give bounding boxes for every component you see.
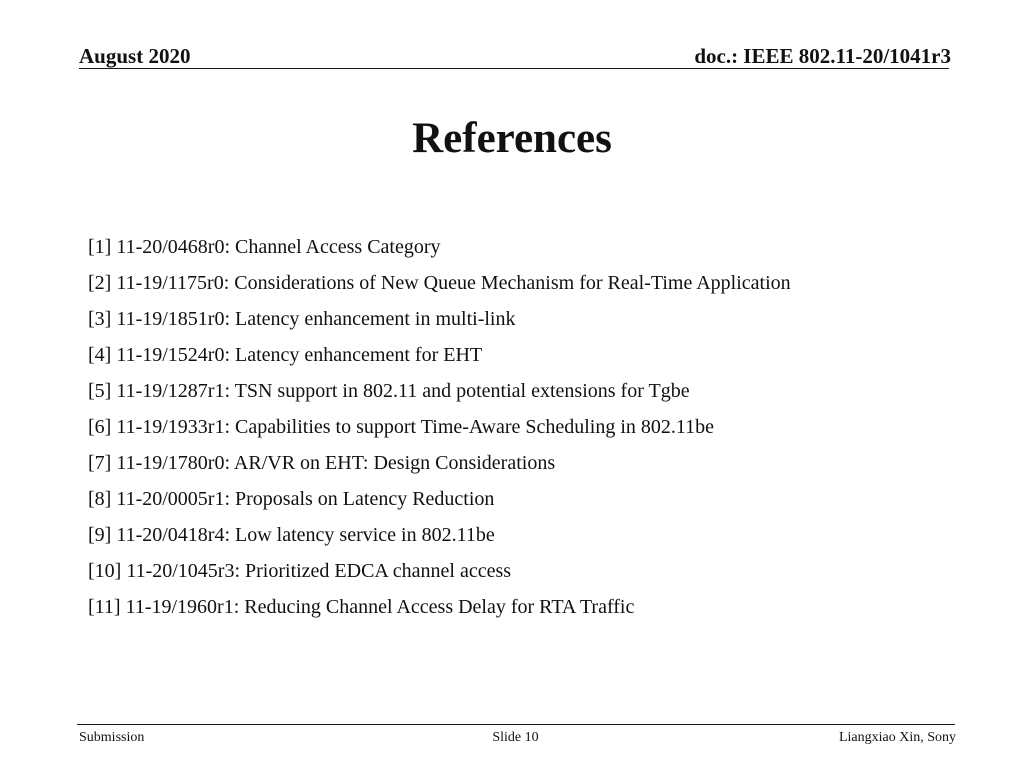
- reference-item: [1] 11-20/0468r0: Channel Access Category: [88, 236, 441, 258]
- reference-item: [4] 11-19/1524r0: Latency enhancement for EHT: [88, 344, 483, 366]
- reference-item: [9] 11-20/0418r4: Low latency service in 802.11be: [88, 524, 495, 546]
- header-divider: [79, 68, 949, 69]
- footer-slide-number: Slide 10: [492, 730, 539, 745]
- slide-title: References: [412, 115, 612, 162]
- reference-item: [8] 11-20/0005r1: Proposals on Latency Reduction: [88, 488, 495, 510]
- footer-divider: [77, 724, 955, 725]
- reference-list: [88, 229, 791, 625]
- reference-item: [3] 11-19/1851r0: Latency enhancement in multi-link: [88, 308, 516, 330]
- reference-item: [5] 11-19/1287r1: TSN support in 802.11 and potential extensions for Tgbe: [88, 380, 690, 402]
- reference-item: [7] 11-19/1780r0: AR/VR on EHT: Design Considerations: [88, 452, 556, 474]
- reference-item: [10] 11-20/1045r3: Prioritized EDCA channel access: [88, 560, 512, 582]
- reference-item: [6] 11-19/1933r1: Capabilities to support Time-Aware Scheduling in 802.11be: [88, 416, 715, 438]
- reference-item: [11] 11-19/1960r1: Reducing Channel Access Delay for RTA Traffic: [88, 596, 635, 618]
- reference-item: [2] 11-19/1175r0: Considerations of New Queue Mechanism for Real-Time Application: [88, 272, 791, 294]
- header-date: August 2020: [79, 44, 191, 68]
- footer-submission: Submission: [79, 730, 145, 745]
- footer-author: Liangxiao Xin, Sony: [838, 730, 956, 745]
- header-doc-id: doc.: IEEE 802.11-20/1041r3: [694, 44, 951, 68]
